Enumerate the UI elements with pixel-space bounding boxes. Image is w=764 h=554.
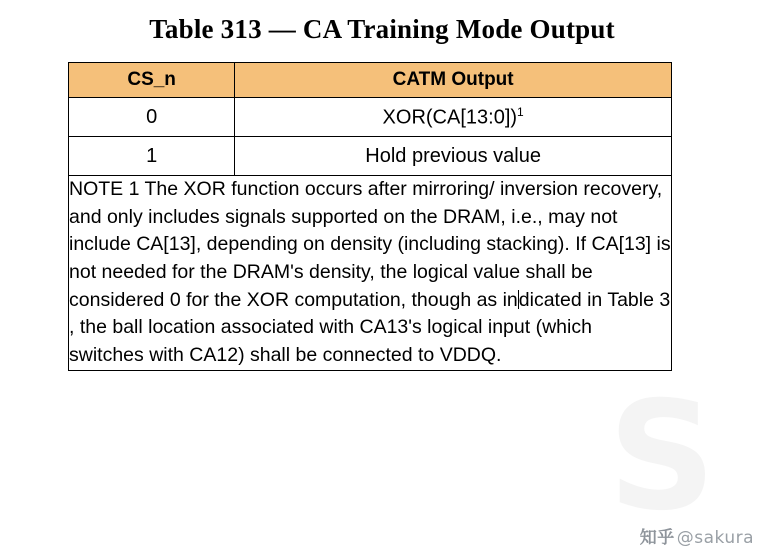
watermark-logo: 知乎: [639, 528, 675, 548]
note-label: NOTE 1: [69, 178, 140, 200]
page-title: Table 313 — CA Training Mode Output: [149, 14, 615, 44]
cell-cs-n-1: 1: [69, 137, 235, 176]
table-note-cell: [69, 176, 672, 371]
catm-table-container: [68, 62, 672, 371]
table-row: [69, 137, 672, 176]
cell-output-0-superscript: 1: [517, 104, 524, 119]
table-row: [69, 98, 672, 137]
catm-table: [68, 62, 672, 371]
note-text-part1: The XOR function occurs after mirroring/ inversion recovery, and only includes signals supported on the DRAM, i.e., may not include CA[13], depending on density (including stacking). If CA[13] is not needed for the DRAM's density, the logical value shall be considered 0 for the XOR computation, though as in: [69, 178, 671, 311]
background-watermark-letter: [608, 382, 716, 532]
cell-output-0: [235, 98, 672, 137]
cell-output-0-text: XOR(CA[13:0]): [382, 106, 518, 129]
note-text-part2: dicated in Table 3 , the ball location associated with CA13's logical input (which switches with CA12) shall be connected to VDDQ.: [69, 288, 671, 367]
cell-cs-n-0: 0: [69, 98, 235, 137]
watermark: [640, 523, 754, 548]
table-note-row: [69, 176, 672, 371]
cell-output-1: Hold previous value: [235, 137, 672, 176]
column-header-cs-n: CS_n: [69, 63, 235, 98]
column-header-catm-output: CATM Output: [235, 63, 672, 98]
table-header-row: [69, 63, 672, 98]
watermark-username: @sakura: [676, 528, 754, 548]
